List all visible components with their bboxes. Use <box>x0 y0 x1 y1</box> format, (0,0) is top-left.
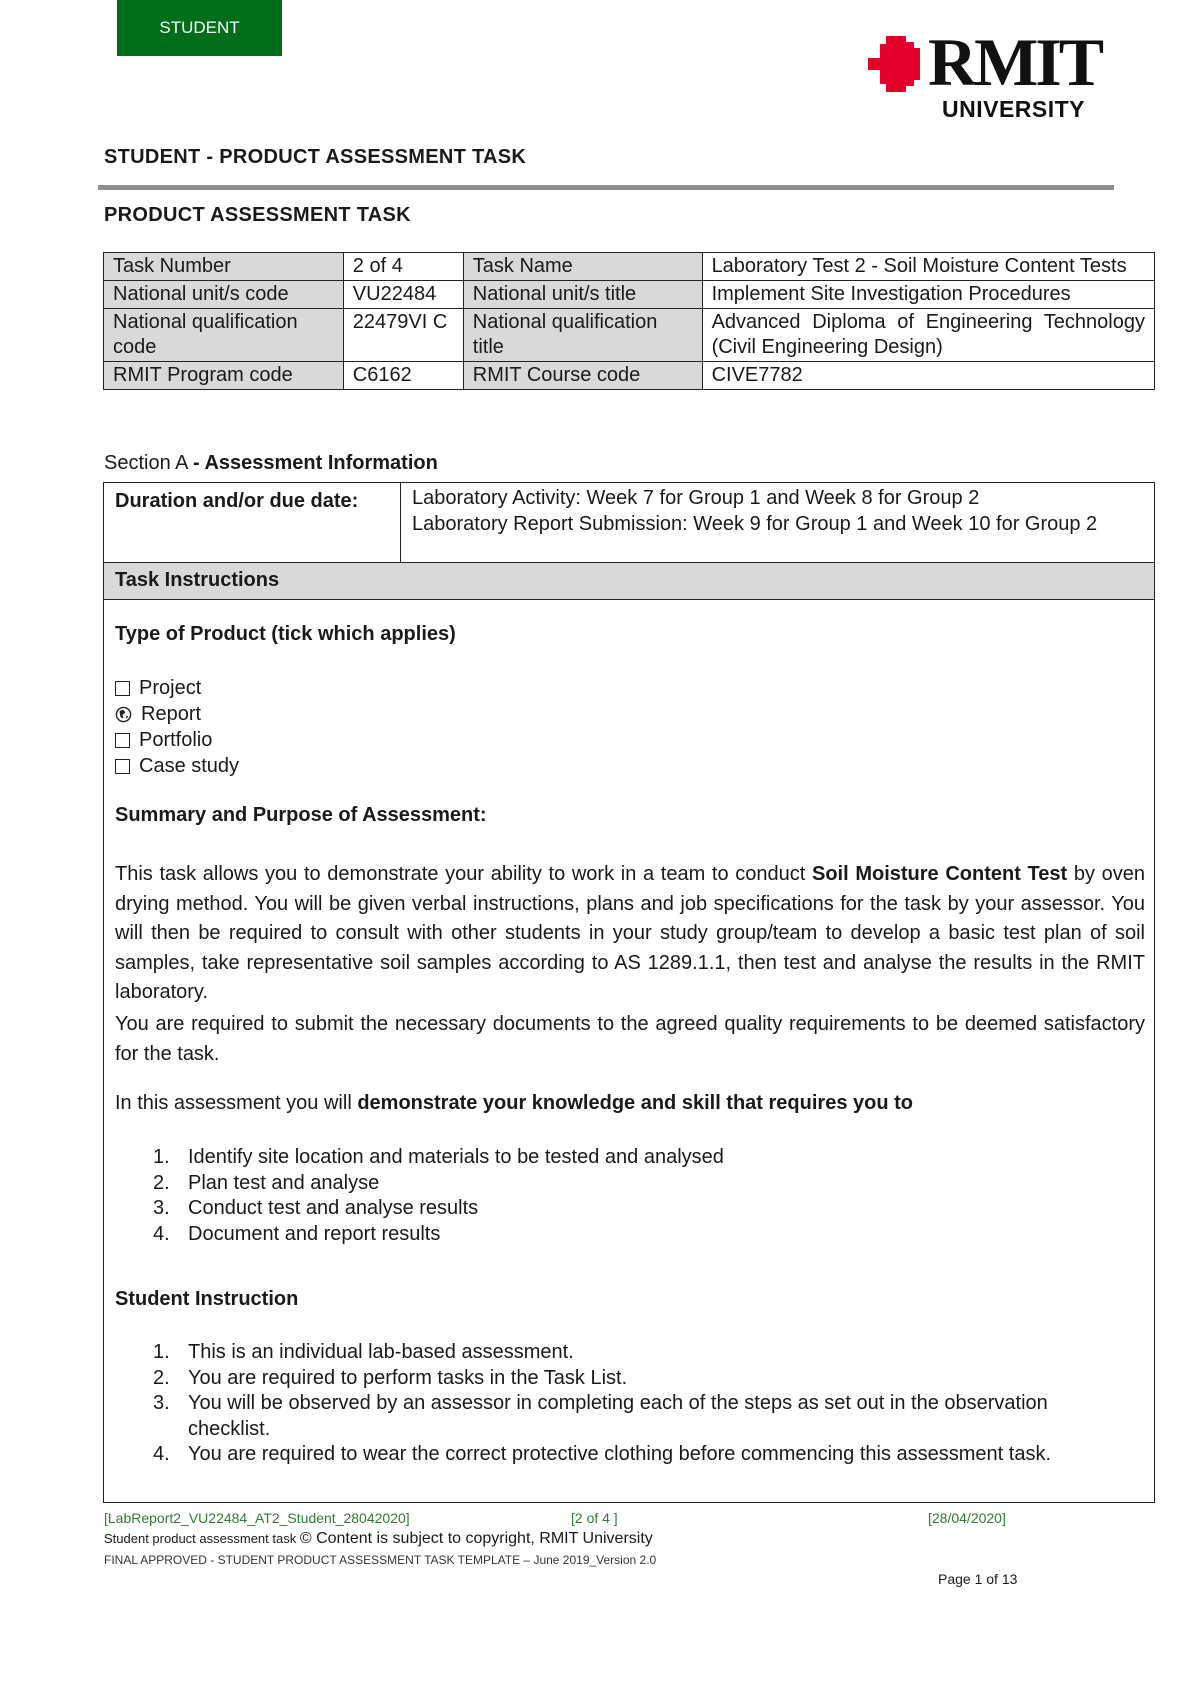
due-date-value <box>412 485 1144 537</box>
knowledge-emphasis: demonstrate your knowledge and skill that requires you to <box>357 1092 913 1114</box>
due-date-row <box>104 483 1154 563</box>
summary-heading: Summary and Purpose of Assessment: <box>115 804 487 826</box>
footer-document-id: [LabReport2_VU22484_AT2_Student_28042020] <box>104 1510 410 1526</box>
list-item: 2. Plan test and analyse <box>153 1171 380 1194</box>
requirements-paragraph: You are required to submit the necessary documents to the agreed quality requirements to be deemed satisfactory for the task. <box>115 1013 1145 1065</box>
option-label: Report <box>141 702 202 725</box>
footer-page-number: Page 1 of 13 <box>938 1571 1018 1587</box>
table-label: RMIT Program code <box>104 362 344 390</box>
table-value: Implement Site Investigation Procedures <box>702 281 1154 309</box>
knowledge-text: In this assessment you will <box>115 1092 358 1114</box>
page-title: STUDENT - PRODUCT ASSESSMENT TASK <box>104 146 527 168</box>
checked-globe-icon <box>115 706 132 723</box>
option-report[interactable] <box>115 701 1145 727</box>
table-row <box>104 309 1155 362</box>
student-instruction-heading: Student Instruction <box>115 1288 299 1310</box>
table-label: Task Number <box>104 253 344 281</box>
option-label: Project <box>139 676 202 699</box>
section-heading: PRODUCT ASSESSMENT TASK <box>104 204 411 226</box>
table-value: 22479VI C <box>343 309 463 362</box>
table-value: 2 of 4 <box>343 253 463 281</box>
table-value: CIVE7782 <box>702 362 1154 390</box>
table-value: VU22484 <box>343 281 463 309</box>
section-a-prefix: Section A <box>104 452 193 474</box>
option-portfolio[interactable] <box>115 727 1145 753</box>
checkbox-icon <box>115 759 130 774</box>
type-of-product-heading: Type of Product (tick which applies) <box>115 623 456 645</box>
knowledge-list <box>115 1145 1145 1247</box>
table-label: RMIT Course code <box>463 362 702 390</box>
student-tab: STUDENT <box>117 0 282 56</box>
table-value: Advanced Diploma of Engineering Technology (Civil Engineering Design) <box>702 309 1154 362</box>
footer-copyright-text: © Content is subject to copyright, RMIT University <box>299 1530 653 1547</box>
table-label: National unit/s code <box>104 281 344 309</box>
summary-text: This task allows you to demonstrate your ability to work in a team to conduct <box>115 863 812 885</box>
list-item: 4. Document and report results <box>153 1222 441 1245</box>
due-date-label: Duration and/or due date: <box>104 483 401 562</box>
task-instructions-header: Task Instructions <box>104 563 1154 600</box>
table-label: National qualification title <box>463 309 702 362</box>
logo-subtitle: UNIVERSITY <box>942 96 1086 122</box>
table-row <box>104 362 1155 390</box>
due-line-report: Laboratory Report Submission: Week 9 for Group 1 and Week 10 for Group 2 <box>412 513 1098 535</box>
section-a-title: - Assessment Information <box>192 452 438 474</box>
summary-paragraph <box>115 860 1145 1008</box>
logo-word: RMIT <box>928 24 1102 100</box>
section-a-heading <box>104 452 438 475</box>
task-info-table <box>103 252 1155 390</box>
footer-copyright-prefix: Student product assessment task <box>104 1531 300 1546</box>
option-project[interactable] <box>115 675 1145 701</box>
footer-copyright <box>104 1530 653 1548</box>
summary-text: by oven drying method. You will be given verbal instructions, plans and job specifications for the task by your assessor. You will then be required to consult with other students in your study group/team to develop a basic test plan of soil samples, take representative soil samples according to AS 1289.1.1, then test and analyse the results in the RMIT laboratory. <box>115 863 1146 1003</box>
table-value: C6162 <box>343 362 463 390</box>
list-item: 2. You are required to perform tasks in the Task List. <box>153 1366 628 1389</box>
rmit-logo <box>866 24 1116 124</box>
table-label: National unit/s title <box>463 281 702 309</box>
assessment-info-box <box>103 482 1155 1503</box>
footer-task-page: [2 of 4 ] <box>571 1510 618 1526</box>
list-item: 1. This is an individual lab-based assessment. <box>153 1341 574 1363</box>
list-item: 3. Conduct test and analyse results <box>153 1197 479 1219</box>
table-row <box>104 253 1155 281</box>
checkbox-icon <box>115 681 130 696</box>
footer-template-version: FINAL APPROVED - STUDENT PRODUCT ASSESSMENT TASK TEMPLATE – June 2019_Version 2.0 <box>104 1553 657 1567</box>
knowledge-paragraph <box>115 1089 1145 1119</box>
list-item: 4. You are required to wear the correct protective clothing before commencing this assessment task. <box>153 1443 1052 1465</box>
checkbox-icon <box>115 733 130 748</box>
list-item: 3. You will be observed by an assessor in completing each of the steps as set out in the observation checklist. <box>153 1392 1048 1440</box>
product-type-options <box>115 675 1145 779</box>
option-label: Portfolio <box>139 728 213 751</box>
summary-emphasis: Soil Moisture Content Test <box>811 863 1068 885</box>
footer-date: [28/04/2020] <box>928 1510 1006 1526</box>
title-divider <box>98 185 1114 190</box>
rmit-pixel-icon <box>866 34 928 96</box>
student-instruction-list <box>115 1340 1115 1468</box>
option-case-study[interactable] <box>115 753 1145 779</box>
due-line-activity: Laboratory Activity: Week 7 for Group 1 and Week 8 for Group 2 <box>412 487 980 509</box>
option-label: Case study <box>139 754 240 777</box>
table-row <box>104 281 1155 309</box>
table-value: Laboratory Test 2 - Soil Moisture Content Tests <box>702 253 1154 281</box>
list-item: 1. Identify site location and materials to be tested and analysed <box>153 1146 724 1168</box>
table-label: Task Name <box>463 253 702 281</box>
table-label: National qualification code <box>104 309 344 362</box>
